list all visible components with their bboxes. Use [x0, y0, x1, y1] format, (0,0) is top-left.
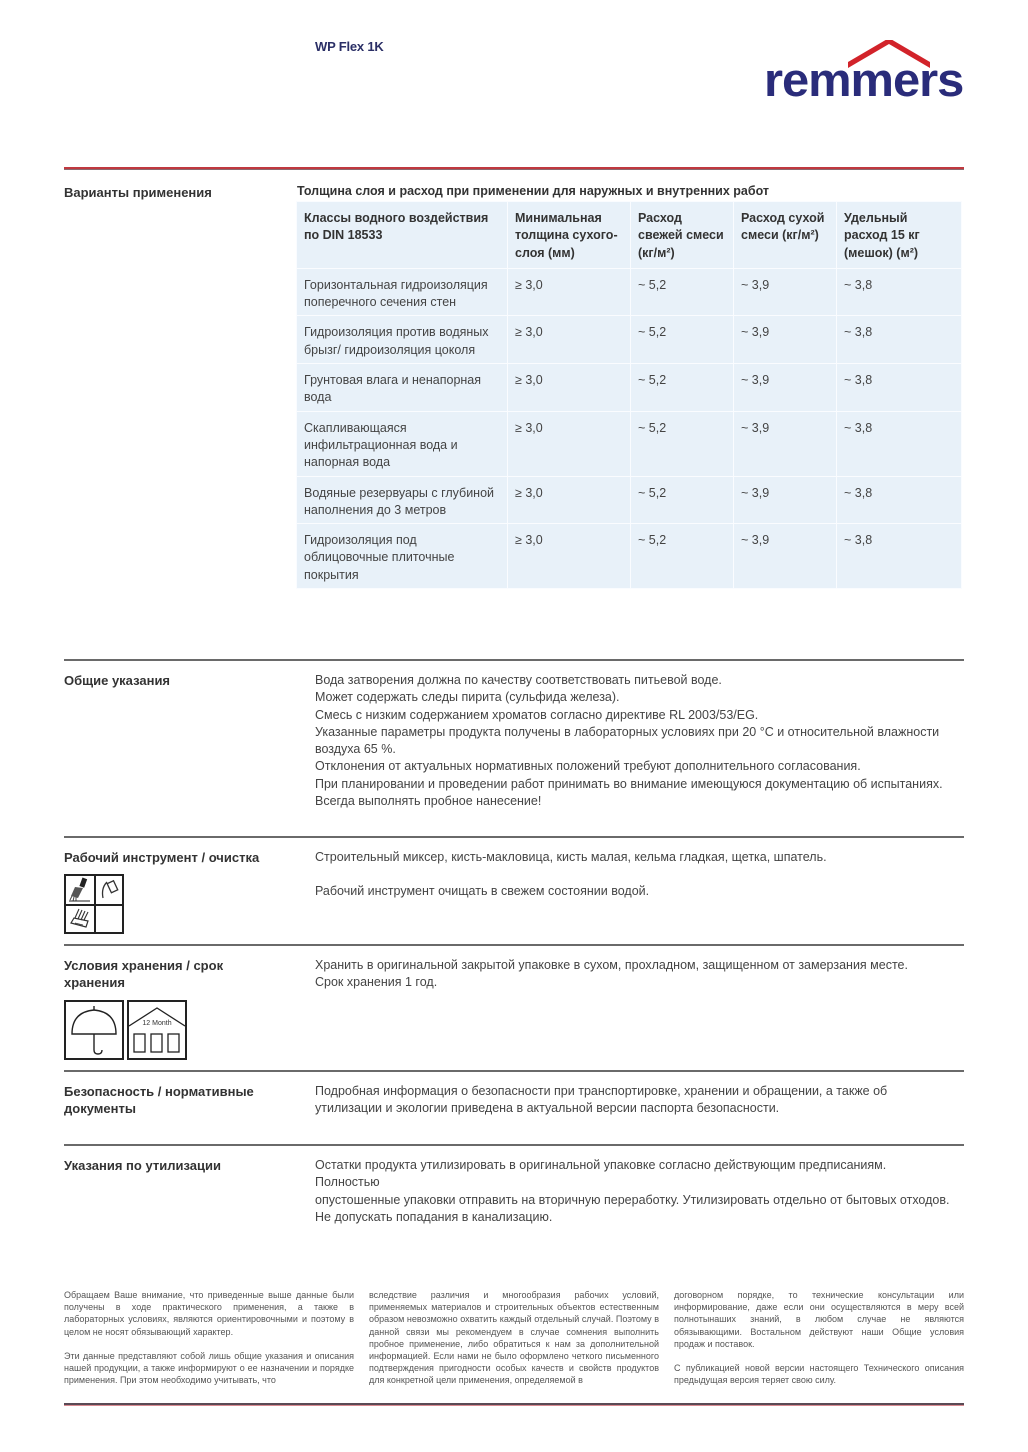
cell-dry: ~ 3,9	[734, 476, 837, 524]
section-divider	[64, 944, 964, 946]
disclaimer-column-1	[64, 1289, 354, 1398]
disclaimer-paragraph: Эти данные представляют собой лишь общие указания и описания нашей продукции, а также информируют о ее назначении и порядке применения. При этом необходимо учитывать, что	[64, 1350, 354, 1386]
tools-list: Строительный миксер, кисть-макловица, кисть малая, кельма гладкая, щетка, шпатель.	[315, 850, 827, 864]
cell-class: Горизонтальная гидроизоляция поперечного сечения стен	[297, 268, 508, 316]
brand-wordmark: remmers	[764, 53, 964, 106]
column-header: Минимальная толщина сухого-слоя (мм)	[508, 202, 631, 269]
cell-fresh: ~ 5,2	[631, 364, 734, 412]
cell-bag: ~ 3,8	[837, 268, 962, 316]
footer-divider	[64, 1403, 964, 1405]
section-divider	[64, 1144, 964, 1146]
column-header: Расход сухой смеси (кг/м²)	[734, 202, 837, 269]
cell-class: Гидроизоляция против водяных брызг/ гидроизоляция цоколя	[297, 316, 508, 364]
cell-fresh: ~ 5,2	[631, 268, 734, 316]
section-divider	[64, 836, 964, 838]
disposal-line: Полностью	[315, 1175, 380, 1190]
table-caption: Толщина слоя и расход при применении для наружных и внутренних работ	[297, 184, 770, 198]
note-line: Может содержать следы пирита (сульфида железа).	[315, 690, 620, 705]
disposal-text	[315, 1157, 955, 1226]
note-line: Вода затворения должна по качеству соответствовать питьевой воде.	[315, 673, 722, 687]
cell-dry: ~ 3,9	[734, 316, 837, 364]
table-row	[297, 316, 962, 364]
cell-bag: ~ 3,8	[837, 476, 962, 524]
column-header: Расход свежей смеси (кг/м²)	[631, 202, 734, 269]
column-header: Удельный расход 15 кг (мешок) (м²)	[837, 202, 962, 269]
table-row	[297, 411, 962, 476]
cell-min-thickness: ≥ 3,0	[508, 524, 631, 589]
disclaimer-paragraph: С публикацией новой версии настоящего Технического описания предыдущая версия теряет свою силу.	[674, 1363, 964, 1386]
safety-text: Подробная информация о безопасности при транспортировке, хранении и обращении, а также об утилизации и экологии приведена в актуальной версии паспорта безопасности.	[315, 1084, 888, 1116]
cell-bag: ~ 3,8	[837, 316, 962, 364]
cell-class: Грунтовая влага и ненапорная вода	[297, 364, 508, 412]
general-notes	[315, 672, 955, 810]
cell-bag: ~ 3,8	[837, 524, 962, 589]
section-title: Безопасность / нормативные документы	[64, 1084, 254, 1116]
cell-bag: ~ 3,8	[837, 411, 962, 476]
table-header-row	[297, 202, 962, 269]
table-row	[297, 364, 962, 412]
cell-min-thickness: ≥ 3,0	[508, 411, 631, 476]
tools-text	[315, 849, 955, 901]
section-divider	[64, 659, 964, 661]
column-header: Классы водного воздействия по DIN 18533	[297, 202, 508, 269]
cell-bag: ~ 3,8	[837, 364, 962, 412]
umbrella-icon	[64, 1000, 124, 1060]
cell-fresh: ~ 5,2	[631, 316, 734, 364]
trowel-icon	[95, 876, 123, 904]
product-name: WP Flex 1K	[315, 39, 384, 54]
section-title: Указания по утилизации	[64, 1158, 221, 1173]
tools-icon-grid	[64, 874, 124, 934]
section-title: Общие указания	[64, 673, 171, 688]
disposal-line: опустошенные упаковки отправить на вторичную переработку. Утилизировать отдельно от бытовых отходов. Не допускать попадания в канализацию.	[315, 1192, 950, 1224]
cell-dry: ~ 3,9	[734, 268, 837, 316]
table-row	[297, 524, 962, 589]
table-row	[297, 476, 962, 524]
section-title: Рабочий инструмент / очистка	[64, 850, 260, 865]
cell-class: Скапливающаяся инфильтрационная вода и напорная вода	[297, 411, 508, 476]
section-title: Варианты применения	[64, 185, 212, 200]
note-line: Отклонения от актуальных нормативных положений требуют дополнительного согласования.	[315, 759, 861, 774]
cell-class: Водяные резервуары с глубиной наполнения до 3 метров	[297, 476, 508, 524]
storage-line: Срок хранения 1 год.	[315, 975, 438, 990]
cell-min-thickness: ≥ 3,0	[508, 268, 631, 316]
storage-text	[315, 957, 955, 992]
cell-fresh: ~ 5,2	[631, 476, 734, 524]
remmers-logo	[764, 38, 969, 108]
shelf-life-label: 12 Month	[142, 1020, 172, 1027]
cell-dry: ~ 3,9	[734, 411, 837, 476]
note-line: Всегда выполнять пробное нанесение!	[315, 794, 542, 809]
cell-min-thickness: ≥ 3,0	[508, 476, 631, 524]
cleaning-text: Рабочий инструмент очищать в свежем состоянии водой.	[315, 884, 650, 899]
cell-dry: ~ 3,9	[734, 364, 837, 412]
table-row	[297, 268, 962, 316]
brush-icon	[66, 876, 94, 904]
disposal-line: Остатки продукта утилизировать в оригинальной упаковке согласно действующим предписаниям.	[315, 1158, 887, 1172]
note-line: При планировании и проведении работ принимать во внимание имеющуюся документацию об испытаниях.	[315, 776, 943, 791]
cell-dry: ~ 3,9	[734, 524, 837, 589]
consumption-table	[296, 201, 962, 589]
hand-brush-icon	[66, 905, 94, 933]
storage-line: Хранить в оригинальной закрытой упаковке в сухом, прохладном, защищенном от замерзания месте.	[315, 958, 908, 972]
disclaimer-column-3	[674, 1289, 964, 1398]
shelf-life-icon	[127, 1000, 187, 1060]
cell-fresh: ~ 5,2	[631, 411, 734, 476]
cell-class: Гидроизоляция под облицовочные плиточные покрытия	[297, 524, 508, 589]
cell-fresh: ~ 5,2	[631, 524, 734, 589]
disclaimer-column-2	[369, 1289, 659, 1399]
cell-min-thickness: ≥ 3,0	[508, 364, 631, 412]
section-title: Условия хранения / срок хранения	[64, 958, 224, 990]
section-divider	[64, 1070, 964, 1072]
disclaimer-paragraph: Обращаем Ваше внимание, что приведенные выше данные были получены в ходе практического применения, а также в лабораторных условиях, являются ориентировочными и поэтому в целом не носят обязывающий характер.	[64, 1290, 354, 1337]
header-divider	[64, 167, 964, 169]
cell-min-thickness: ≥ 3,0	[508, 316, 631, 364]
note-line: Смесь с низким содержанием хроматов согласно директиве RL 2003/53/EG.	[315, 707, 759, 722]
disclaimer-paragraph: договорном порядке, то технические консультации или информирование, даже если они осуществляются в меру всей полнотынаших знаний, в любом случае не являются обязывающими. Востальном действуют наши Общие условия продаж и поставок.	[674, 1290, 964, 1349]
note-line: Указанные параметры продукта получены в лабораторных условиях при 20 °C и относительной влажности воздуха 65 %.	[315, 724, 940, 757]
disclaimer-paragraph: вследствие различия и многообразия рабочих условий, применяемых материалов и строительных объектов естественным образом невозможно охватить каждый отдельный случай. Поэтому в данной связи мы рекомендуем в случае сомнения выполнить пробное применение, либо обратиться к нам за дополнительной информацией. Если нами не было оформлено четкого письменного подтверждения пригодности особых качеств и свойств продуктов для конкретной цели применения, определяемой в	[369, 1290, 659, 1386]
